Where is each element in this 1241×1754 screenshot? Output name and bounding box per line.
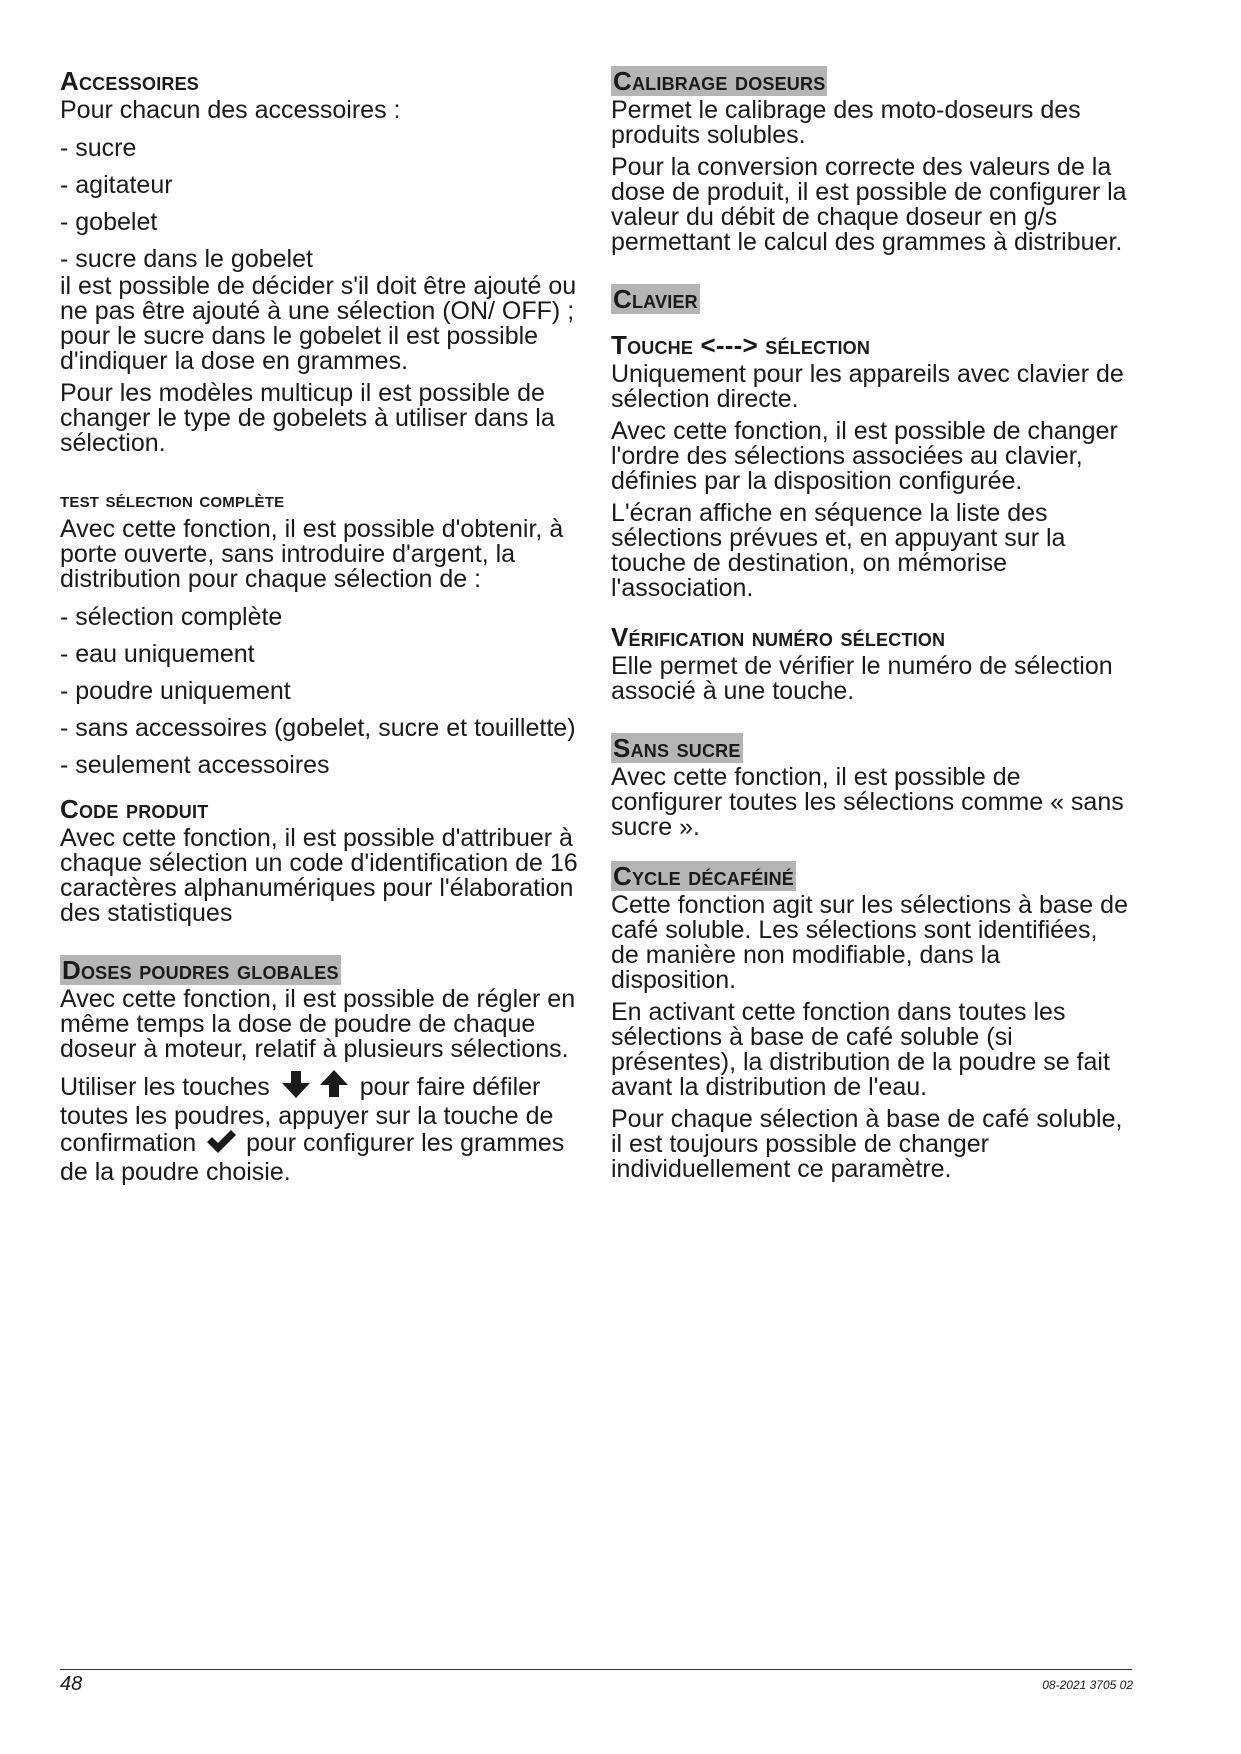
doses-p1: Avec cette fonction, il est possible de régler en même temps la dose de poudre de chaque doseur à moteur, relatif à plusieurs sélections. — [60, 985, 576, 1063]
calibrage-p2: Pour la conversion correcte des valeurs de la dose de produit, il est possible de configurer la valeur du débit de chaque doseur en g/s permettant le calcul des grammes à distribuer. — [611, 153, 1127, 256]
heading-clavier: Clavier — [613, 284, 698, 314]
heading-calibrage-doseurs: Calibrage doseurs — [613, 66, 826, 96]
heading-cycle-decafeine: Cycle décaféiné — [613, 861, 795, 891]
left-column — [60, 66, 580, 1192]
list-item: - poudre uniquement — [60, 677, 291, 705]
heading-doses-poudres: Doses poudres globales — [62, 955, 339, 985]
check-icon — [205, 1129, 237, 1160]
heading-test-selection: test sélection complète — [60, 487, 285, 512]
verification-p1: Elle permet de vérifier le numéro de sélection associé à une touche. — [611, 652, 1113, 705]
doses-p2b: pour faire défiler toutes les poudres, appuyer sur la touche de confirmation — [60, 1073, 554, 1157]
list-item: - sucre dans le gobelet — [60, 245, 313, 273]
document-reference: 08-2021 3705 02 — [1042, 1678, 1133, 1692]
doses-p2 — [60, 1069, 580, 1185]
decafeine-p2: En activant cette fonction dans toutes les sélections à base de café soluble (si présentes), la distribution de la poudre se fait avant la distribution de l'eau. — [611, 998, 1110, 1101]
heading-touche-selection: Touche <---> sélection — [611, 330, 871, 360]
list-item: - eau uniquement — [60, 640, 255, 668]
decafeine-p3: Pour chaque sélection à base de café soluble, il est toujours possible de changer individuellement ce paramètre. — [611, 1105, 1123, 1183]
footer-divider — [60, 1669, 1132, 1670]
list-item: - gobelet — [60, 208, 158, 236]
right-column — [611, 66, 1131, 1189]
accessoires-p1: il est possible de décider s'il doit être ajouté ou ne pas être ajouté à une sélection (ON/ OFF) ; pour le sucre dans le gobelet il est possible d'indiquer la dose en grammes. — [60, 272, 577, 375]
list-item: - agitateur — [60, 171, 173, 199]
arrow-up-icon — [317, 1069, 351, 1104]
touche-p3: L'écran affiche en séquence la liste des sélections prévues et, en appuyant sur la touche de destination, on mémorise l'association. — [611, 499, 1066, 602]
list-item: - sans accessoires (gobelet, sucre et touillette) — [60, 714, 576, 742]
accessoires-p2: Pour les modèles multicup il est possible de changer le type de gobelets à utiliser dans la sélection. — [60, 379, 555, 457]
calibrage-p1: Permet le calibrage des moto-doseurs des produits solubles. — [611, 96, 1081, 149]
touche-p1: Uniquement pour les appareils avec clavier de sélection directe. — [611, 360, 1124, 413]
code-p1: Avec cette fonction, il est possible d'attribuer à chaque sélection un code d'identification de 16 caractères alphanumériques pour l'élaboration des statistiques — [60, 824, 578, 927]
list-item: - sucre — [60, 134, 137, 162]
touche-p2: Avec cette fonction, il est possible de changer l'ordre des sélections associées au clavier, définies par la disposition configurée. — [611, 417, 1118, 495]
heading-accessoires: Accessoires — [60, 66, 200, 96]
arrow-down-icon — [279, 1069, 313, 1104]
test-intro: Avec cette fonction, il est possible d'obtenir, à porte ouverte, sans introduire d'argent, la distribution pour chaque sélection de : — [60, 515, 564, 593]
heading-verification: Vérification numéro sélection — [611, 622, 946, 652]
list-item: - seulement accessoires — [60, 751, 330, 779]
sanssucre-p1: Avec cette fonction, il est possible de configurer toutes les sélections comme « sans sucre ». — [611, 763, 1124, 841]
heading-code-produit: Code produit — [60, 794, 209, 824]
list-item: - sélection complète — [60, 603, 283, 631]
doses-p2a: Utiliser les touches — [60, 1073, 270, 1101]
accessoires-intro: Pour chacun des accessoires : — [60, 96, 401, 124]
page-number: 48 — [60, 1673, 83, 1695]
accessoires-list — [60, 136, 580, 272]
doses-p2c: pour configurer les grammes de la poudre choisie. — [60, 1129, 565, 1186]
heading-sans-sucre: Sans sucre — [613, 733, 741, 763]
test-list — [60, 605, 580, 778]
decafeine-p1: Cette fonction agit sur les sélections à base de café soluble. Les sélections sont identifiées, de manière non modifiable, dans la disposition. — [611, 891, 1128, 994]
